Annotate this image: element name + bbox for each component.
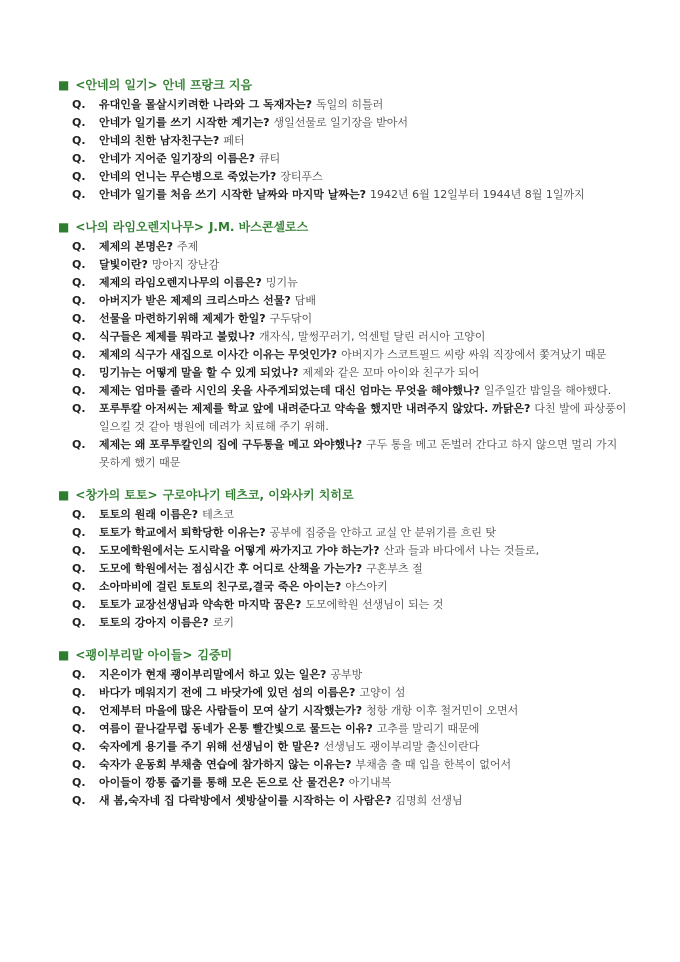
book-title: <나의 라임오렌지나무> <box>75 220 204 234</box>
answer-text: 아기내복 <box>348 776 392 789</box>
answer-text: 도모에학원 선생님이 되는 것 <box>305 598 444 611</box>
answer-text: 부채춤 출 때 입을 한복이 없어서 <box>355 758 512 771</box>
answer-text: 공부방 <box>330 668 363 681</box>
question-text: 제제의 식구가 새집으로 이사간 이유는 무엇인가? <box>99 348 338 361</box>
question-marker: Q. <box>72 580 86 593</box>
question-text: 숙자가 운동회 부채춤 연습에 참가하지 않는 이유는? <box>99 758 352 771</box>
answer-text: 아버지가 스코트필드 씨랑 싸워 직장에서 쫓겨났기 때문 <box>341 348 607 361</box>
section-heading <box>58 646 630 664</box>
answer-text: 구혼부츠 절 <box>366 562 423 575</box>
qa-item <box>72 132 630 150</box>
book-section <box>58 218 630 472</box>
book-title: <괭이부리말 아이들> <box>75 648 193 662</box>
answer-text: 다친 발에 파상풍이 일으킬 것 같아 병원에 데려가 치료해 주기 위해. <box>99 402 627 433</box>
answer-text: 1942년 6월 12일부터 1944년 8월 1일까지 <box>369 188 585 201</box>
question-text: 달빛이란? <box>99 258 148 271</box>
question-text: 안네가 지어준 일기장의 이름은? <box>99 152 256 165</box>
qa-item <box>72 756 630 774</box>
answer-text: 고양이 섬 <box>359 686 406 699</box>
qa-item <box>72 328 630 346</box>
question-marker: Q. <box>72 348 86 361</box>
question-marker: Q. <box>72 526 86 539</box>
qa-item <box>72 596 630 614</box>
question-marker: Q. <box>72 330 86 343</box>
question-marker: Q. <box>72 312 86 325</box>
question-text: 토토의 원래 이름은? <box>99 508 199 521</box>
answer-text: 로키 <box>212 616 234 629</box>
question-text: 새 봄,숙자네 집 다락방에서 셋방살이를 시작하는 이 사람은? <box>99 794 392 807</box>
qa-item <box>72 666 630 684</box>
question-marker: Q. <box>72 544 86 557</box>
answer-text: 주제 <box>176 240 199 253</box>
qa-item <box>72 256 630 274</box>
answer-text: 페터 <box>223 134 245 147</box>
book-section <box>58 76 630 204</box>
qa-item <box>72 614 630 632</box>
answer-text: 망아지 장난감 <box>151 258 220 271</box>
question-marker: Q. <box>72 116 86 129</box>
question-text: 포루투칼 아저씨는 제제를 학교 앞에 내려준다고 약속을 했지만 내려주지 않았다. 까닭은? <box>99 402 531 415</box>
answer-text: 일주일간 밤일을 해야했다. <box>483 384 612 397</box>
qa-item <box>72 560 630 578</box>
qa-item <box>72 292 630 310</box>
answer-text: 공부에 집중을 안하고 교실 안 분위기를 흐린 탓 <box>269 526 497 539</box>
question-marker: Q. <box>72 276 86 289</box>
question-text: 유대인을 몰살시키려한 나라와 그 독재자는? <box>99 98 312 111</box>
question-text: 숙자에게 용기를 주기 위해 선생님이 한 말은? <box>99 740 320 753</box>
qa-item <box>72 774 630 792</box>
question-marker: Q. <box>72 758 86 771</box>
question-marker: Q. <box>72 794 86 807</box>
question-text: 아버지가 받은 제제의 크리스마스 선물? <box>99 294 291 307</box>
question-text: 안네가 일기를 쓰기 시작한 계기는? <box>99 116 270 129</box>
answer-text: 야스아키 <box>345 580 388 593</box>
question-text: 아이들이 깡통 줍기를 통해 모은 돈으로 산 물건은? <box>99 776 345 789</box>
qa-item <box>72 382 630 400</box>
section-heading <box>58 218 630 236</box>
question-marker: Q. <box>72 240 86 253</box>
question-marker: Q. <box>72 562 86 575</box>
question-text: 제제는 왜 포루투칼인의 집에 구두통을 메고 와야했나? <box>99 438 363 451</box>
question-text: 안네의 언니는 무슨병으로 죽었는가? <box>99 170 277 183</box>
answer-text: 제제와 같은 꼬마 아이와 친구가 되어 <box>302 366 480 379</box>
question-marker: Q. <box>72 170 86 183</box>
question-marker: Q. <box>72 704 86 717</box>
question-text: 토토의 강아지 이름은? <box>99 616 209 629</box>
question-text: 지은이가 현재 괭이부리말에서 하고 있는 일은? <box>99 668 327 681</box>
qa-item <box>72 96 630 114</box>
question-marker: Q. <box>72 152 86 165</box>
question-text: 도모에학원에서는 도시락을 어떻게 싸가지고 가야 하는가? <box>99 544 380 557</box>
question-text: 토토가 교장선생님과 약속한 마지막 꿈은? <box>99 598 302 611</box>
qa-item <box>72 114 630 132</box>
question-marker: Q. <box>72 508 86 521</box>
qa-item <box>72 542 630 560</box>
square-bullet-icon: ■ <box>58 488 70 502</box>
answer-text: 독일의 히틀러 <box>315 98 384 111</box>
book-author: 안네 프랑크 지음 <box>162 78 253 92</box>
question-text: 여름이 끝나갈무렵 동네가 온통 빨간빛으로 물드는 이유? <box>99 722 373 735</box>
qa-item <box>72 274 630 292</box>
section-heading <box>58 76 630 94</box>
answer-text: 구두닦이 <box>269 312 313 325</box>
question-marker: Q. <box>72 258 86 271</box>
section-heading <box>58 486 630 504</box>
question-marker: Q. <box>72 668 86 681</box>
qa-item <box>72 684 630 702</box>
answer-text: 개자식, 말썽꾸러기, 억센털 달린 러시아 고양이 <box>259 330 486 343</box>
qa-item <box>72 310 630 328</box>
answer-text: 산과 들과 바다에서 나는 것들로, <box>383 544 540 557</box>
question-text: 제제의 본명은? <box>99 240 173 253</box>
book-author: 구로야나기 테츠코, 이와사키 치히로 <box>162 488 354 502</box>
answer-text: 김명희 선생님 <box>395 794 463 807</box>
question-marker: Q. <box>72 294 86 307</box>
qa-item <box>72 738 630 756</box>
answer-text: 담배 <box>294 294 316 307</box>
qa-item <box>72 720 630 738</box>
question-marker: Q. <box>72 616 86 629</box>
answer-text: 고추를 말리기 때문에 <box>376 722 480 735</box>
question-text: 제제의 라임오렌지나무의 이름은? <box>99 276 262 289</box>
answer-text: 큐티 <box>259 152 281 165</box>
qa-item <box>72 578 630 596</box>
question-marker: Q. <box>72 598 86 611</box>
question-text: 선물을 마련하기위해 제제가 한일? <box>99 312 266 325</box>
qa-item <box>72 436 630 472</box>
question-text: 소아마비에 걸린 토토의 친구로,결국 죽은 아이는? <box>99 580 342 593</box>
book-author: J.M. 바스콘셀로스 <box>208 220 309 234</box>
qa-item <box>72 346 630 364</box>
qa-item <box>72 186 630 204</box>
qa-item <box>72 400 630 436</box>
question-text: 밍기뉴는 어떻게 말을 할 수 있게 되었나? <box>99 366 299 379</box>
answer-text: 구두 통을 메고 돈벌러 간다고 하지 않으면 멀리 가지 못하게 했기 때문 <box>99 438 618 469</box>
answer-text: 생일선물로 일기장을 받아서 <box>273 116 408 129</box>
question-marker: Q. <box>72 740 86 753</box>
question-marker: Q. <box>72 776 86 789</box>
book-section <box>58 486 630 632</box>
answer-text: 밍기뉴 <box>265 276 298 289</box>
square-bullet-icon: ■ <box>58 220 70 234</box>
book-section <box>58 646 630 810</box>
question-marker: Q. <box>72 188 86 201</box>
question-marker: Q. <box>72 98 86 111</box>
question-text: 도모에 학원에서는 점심시간 후 어디로 산책을 가는가? <box>99 562 363 575</box>
square-bullet-icon: ■ <box>58 78 70 92</box>
question-text: 언제부터 마을에 많은 사람들이 모여 살기 시작했는가? <box>99 704 363 717</box>
qa-item <box>72 792 630 810</box>
book-author: 김중미 <box>197 648 233 662</box>
question-marker: Q. <box>72 686 86 699</box>
answer-text: 선생님도 괭이부리말 출신이란다 <box>323 740 480 753</box>
question-text: 제제는 엄마를 졸라 시인의 옷을 사주게되었는데 대신 엄마는 무엇을 해야했나? <box>99 384 480 397</box>
answer-text: 테츠코 <box>202 508 234 521</box>
question-marker: Q. <box>72 366 86 379</box>
question-text: 식구들은 제제를 뭐라고 불렀나? <box>99 330 256 343</box>
question-marker: Q. <box>72 384 86 397</box>
question-text: 안네가 일기를 처음 쓰기 시작한 날짜와 마지막 날짜는? <box>99 188 366 201</box>
book-title: <창가의 토토> <box>75 488 158 502</box>
qa-item <box>72 150 630 168</box>
qa-item <box>72 506 630 524</box>
qa-item <box>72 238 630 256</box>
qa-item <box>72 524 630 542</box>
question-marker: Q. <box>72 722 86 735</box>
question-text: 토토가 학교에서 퇴학당한 이유는? <box>99 526 266 539</box>
question-marker: Q. <box>72 134 86 147</box>
question-marker: Q. <box>72 438 86 451</box>
answer-text: 장티푸스 <box>280 170 323 183</box>
book-title: <안네의 일기> <box>75 78 158 92</box>
answer-text: 청항 개항 이후 철거민이 오면서 <box>366 704 519 717</box>
question-text: 바다가 메워지기 전에 그 바닷가에 있던 섬의 이름은? <box>99 686 356 699</box>
qa-item <box>72 702 630 720</box>
qa-item <box>72 364 630 382</box>
square-bullet-icon: ■ <box>58 648 70 662</box>
question-marker: Q. <box>72 402 86 415</box>
qa-item <box>72 168 630 186</box>
question-text: 안네의 친한 남자친구는? <box>99 134 220 147</box>
